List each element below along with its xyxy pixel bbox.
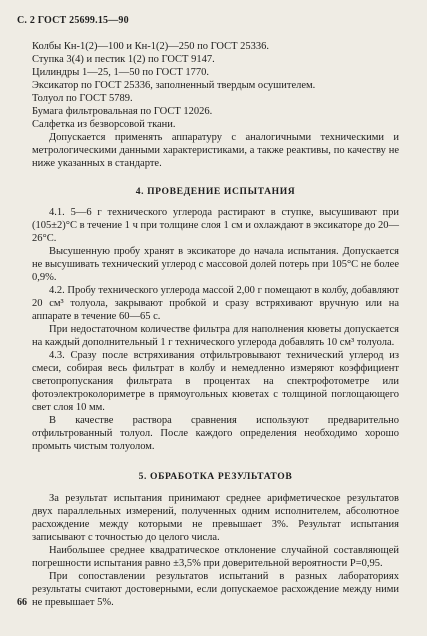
paragraph: За результат испытания принимают среднее арифметическое результатов двух параллельных измерений, полученных одним исполнителем, абсолютное расхождение между которыми не превышает 3%. Результат испытания записывают с точностью до целого числа. [32,493,399,543]
equipment-item: Эксикатор по ГОСТ 25336, заполненный твердым осушителем. [32,80,316,91]
equipment-note: Допускается применять аппаратуру с аналогичными техническими и метрологическими данными характеристиками, а также реактивы, по качеству не ниже указанных в стандарте. [32,132,399,169]
equipment-item: Салфетка из безворсовой ткани. [32,119,176,130]
page-header: С. 2 ГОСТ 25699.15—90 [17,15,129,26]
equipment-item: Ступка 3(4) и пестик 1(2) по ГОСТ 9147. [32,54,215,65]
equipment-item: Бумага фильтровальная по ГОСТ 12026. [32,106,213,117]
paragraph: В качестве раствора сравнения используют предварительно отфильтрованный толуол. После каждого определения необходимо хорошо промыть чистым толуолом. [32,415,399,452]
paragraph: Высушенную пробу хранят в эксикаторе до начала испытания. Допускается не высушивать технический углерод с массовой долей потерь при 105°С не более 0,9%. [32,246,399,283]
paragraph: 4.3. Сразу после встряхивания отфильтровывают технический углерод из смеси, собирая весь фильтрат в колбу и немедленно измеряют коэффициент светопропускания фильтрата в процентах на спектрофотометре или фотоэлектроколориметре в прямоугольных кюветах с толщиной поглощающего свет слоя 10 мм. [32,350,399,413]
section-4-heading: 4. ПРОВЕДЕНИЕ ИСПЫТАНИЯ [135,186,296,197]
equipment-item: Толуол по ГОСТ 5789. [32,93,133,104]
equipment-item: Цилиндры 1—25, 1—50 по ГОСТ 1770. [32,67,210,78]
section-5-heading: 5. ОБРАБОТКА РЕЗУЛЬТАТОВ [138,471,293,482]
page-number: 66 [17,597,27,608]
paragraph: 4.1. 5—6 г технического углерода растирают в ступке, высушивают при (105±2)°С в течение 1 ч при толщине слоя 1 см и охлаждают в эксикаторе до 20—26°С. [32,207,399,244]
paragraph: При недостаточном количестве фильтра для наполнения кюветы допускается на каждый дополнительный 1 г технического углерода добавлять 10 см³ толуола. [32,324,399,348]
paragraph: При сопоставлении результатов испытаний в разных лабораториях результаты считают достоверными, если допускаемое расхождение между ними не превышает 5%. [32,571,399,608]
paragraph: Наибольшее среднее квадратическое отклонение случайной составляющей погрешности испытания равно ±3,5% при доверительной вероятности P=0,95. [32,545,399,569]
equipment-item: Колбы Кн-1(2)—100 и Кн-1(2)—250 по ГОСТ 25336. [32,41,270,52]
document-body [32,40,399,609]
equipment-list [32,40,399,131]
paragraph: 4.2. Пробу технического углерода массой 2,00 г помещают в колбу, добавляют 20 см³ толуола, закрывают пробкой и сразу встряхивают вручную или на аппарате в течение 60—65 с. [32,285,399,322]
